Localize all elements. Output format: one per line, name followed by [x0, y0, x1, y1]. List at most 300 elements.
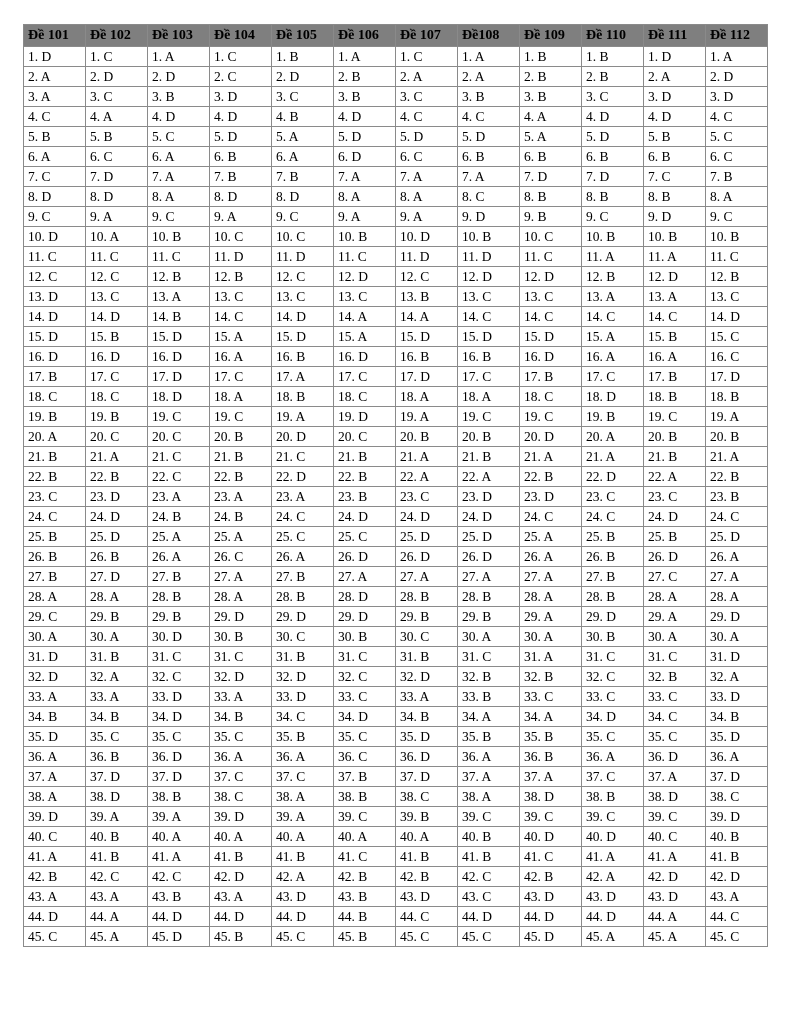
answer-cell: 31. B [86, 647, 148, 667]
answer-cell: 17. D [706, 367, 768, 387]
answer-cell: 18. D [148, 387, 210, 407]
answer-cell: 28. A [24, 587, 86, 607]
answer-cell: 5. C [148, 127, 210, 147]
answer-cell: 18. B [644, 387, 706, 407]
answer-cell: 13. A [148, 287, 210, 307]
table-row [24, 687, 768, 707]
answer-cell: 24. D [334, 507, 396, 527]
answer-cell: 2. D [86, 67, 148, 87]
answer-cell: 24. C [520, 507, 582, 527]
answer-cell: 34. B [396, 707, 458, 727]
column-header: Đề 110 [582, 25, 644, 47]
answer-cell: 2. B [334, 67, 396, 87]
answer-cell: 41. A [644, 847, 706, 867]
answer-cell: 7. D [520, 167, 582, 187]
answer-cell: 24. D [396, 507, 458, 527]
answer-cell: 7. B [706, 167, 768, 187]
answer-cell: 13. C [458, 287, 520, 307]
answer-cell: 24. D [644, 507, 706, 527]
answer-cell: 8. D [210, 187, 272, 207]
answer-cell: 25. C [272, 527, 334, 547]
answer-cell: 31. B [272, 647, 334, 667]
answer-cell: 28. A [644, 587, 706, 607]
answer-cell: 31. C [582, 647, 644, 667]
answer-cell: 23. A [148, 487, 210, 507]
answer-cell: 25. D [458, 527, 520, 547]
answer-cell: 28. B [458, 587, 520, 607]
answer-cell: 44. C [396, 907, 458, 927]
answer-cell: 30. B [210, 627, 272, 647]
answer-cell: 26. C [210, 547, 272, 567]
answer-cell: 45. D [148, 927, 210, 947]
answer-cell: 30. A [458, 627, 520, 647]
answer-cell: 23. C [24, 487, 86, 507]
answer-cell: 43. D [644, 887, 706, 907]
answer-cell: 22. B [706, 467, 768, 487]
answer-cell: 31. C [458, 647, 520, 667]
answer-cell: 37. B [334, 767, 396, 787]
answer-cell: 44. D [148, 907, 210, 927]
table-row [24, 347, 768, 367]
answer-cell: 34. B [210, 707, 272, 727]
answer-cell: 27. A [396, 567, 458, 587]
answer-cell: 12. B [582, 267, 644, 287]
answer-cell: 23. D [458, 487, 520, 507]
answer-cell: 34. A [520, 707, 582, 727]
answer-cell: 20. B [210, 427, 272, 447]
answer-cell: 34. D [334, 707, 396, 727]
answer-cell: 29. B [458, 607, 520, 627]
answer-cell: 23. D [86, 487, 148, 507]
answer-cell: 18. D [582, 387, 644, 407]
answer-cell: 24. D [458, 507, 520, 527]
answer-cell: 7. D [582, 167, 644, 187]
answer-cell: 45. C [272, 927, 334, 947]
answer-cell: 4. C [458, 107, 520, 127]
answer-cell: 4. C [706, 107, 768, 127]
answer-cell: 1. B [520, 47, 582, 67]
answer-cell: 31. D [706, 647, 768, 667]
answer-cell: 18. C [86, 387, 148, 407]
answer-cell: 20. B [644, 427, 706, 447]
answer-cell: 10. B [582, 227, 644, 247]
answer-cell: 21. A [396, 447, 458, 467]
answer-cell: 32. A [86, 667, 148, 687]
answer-cell: 36. D [644, 747, 706, 767]
answer-cell: 40. B [706, 827, 768, 847]
answer-cell: 6. A [24, 147, 86, 167]
answer-cell: 34. B [24, 707, 86, 727]
answer-cell: 8. D [24, 187, 86, 207]
answer-cell: 10. B [148, 227, 210, 247]
answer-cell: 12. C [272, 267, 334, 287]
answer-cell: 32. D [24, 667, 86, 687]
answer-cell: 43. A [24, 887, 86, 907]
table-row [24, 67, 768, 87]
answer-cell: 21. C [148, 447, 210, 467]
answer-cell: 26. A [520, 547, 582, 567]
answer-cell: 14. B [148, 307, 210, 327]
answer-cell: 43. A [86, 887, 148, 907]
answer-cell: 18. C [334, 387, 396, 407]
answer-cell: 16. D [520, 347, 582, 367]
answer-cell: 9. C [706, 207, 768, 227]
answer-cell: 17. C [210, 367, 272, 387]
answer-cell: 5. D [334, 127, 396, 147]
answer-cell: 37. A [520, 767, 582, 787]
answer-cell: 6. D [334, 147, 396, 167]
answer-cell: 13. B [396, 287, 458, 307]
answer-cell: 17. A [272, 367, 334, 387]
answer-cell: 39. D [24, 807, 86, 827]
answer-cell: 15. D [458, 327, 520, 347]
answer-cell: 45. C [396, 927, 458, 947]
answer-cell: 11. C [334, 247, 396, 267]
table-row [24, 667, 768, 687]
answer-cell: 26. A [148, 547, 210, 567]
answer-cell: 12. B [706, 267, 768, 287]
answer-cell: 41. C [520, 847, 582, 867]
answer-cell: 20. D [272, 427, 334, 447]
answer-cell: 18. B [706, 387, 768, 407]
answer-cell: 3. C [272, 87, 334, 107]
answer-cell: 27. A [334, 567, 396, 587]
answer-cell: 38. D [520, 787, 582, 807]
answer-cell: 32. A [706, 667, 768, 687]
answer-cell: 4. A [86, 107, 148, 127]
answer-cell: 16. B [396, 347, 458, 367]
answer-cell: 27. A [458, 567, 520, 587]
answer-cell: 40. D [582, 827, 644, 847]
answer-cell: 39. C [458, 807, 520, 827]
answer-cell: 36. D [148, 747, 210, 767]
answer-cell: 1. B [582, 47, 644, 67]
answer-cell: 30. A [86, 627, 148, 647]
answer-cell: 38. B [148, 787, 210, 807]
answer-cell: 36. A [582, 747, 644, 767]
answer-cell: 22. B [86, 467, 148, 487]
answer-cell: 16. D [334, 347, 396, 367]
answer-cell: 36. A [210, 747, 272, 767]
answer-cell: 29. B [396, 607, 458, 627]
answer-cell: 11. C [520, 247, 582, 267]
answer-cell: 3. C [396, 87, 458, 107]
answer-cell: 11. A [582, 247, 644, 267]
answer-cell: 2. A [458, 67, 520, 87]
answer-cell: 26. D [334, 547, 396, 567]
answer-cell: 30. A [644, 627, 706, 647]
answer-cell: 15. A [582, 327, 644, 347]
answer-cell: 16. A [644, 347, 706, 367]
answer-cell: 38. D [644, 787, 706, 807]
answer-cell: 33. C [334, 687, 396, 707]
answer-cell: 10. D [24, 227, 86, 247]
answer-cell: 13. D [24, 287, 86, 307]
answer-cell: 31. A [520, 647, 582, 667]
answer-cell: 8. C [458, 187, 520, 207]
answer-cell: 42. B [334, 867, 396, 887]
answer-cell: 9. C [272, 207, 334, 227]
table-row [24, 547, 768, 567]
table-row [24, 407, 768, 427]
column-header: Đề 107 [396, 25, 458, 47]
answer-cell: 21. B [644, 447, 706, 467]
answer-cell: 13. C [210, 287, 272, 307]
table-row [24, 927, 768, 947]
answer-cell: 5. A [272, 127, 334, 147]
answer-cell: 4. B [272, 107, 334, 127]
answer-cell: 29. A [644, 607, 706, 627]
answer-cell: 30. B [582, 627, 644, 647]
answer-cell: 16. B [272, 347, 334, 367]
table-row [24, 387, 768, 407]
answer-cell: 7. A [396, 167, 458, 187]
answer-cell: 38. C [706, 787, 768, 807]
answer-cell: 13. C [86, 287, 148, 307]
table-row [24, 467, 768, 487]
answer-cell: 40. A [148, 827, 210, 847]
answer-cell: 18. A [210, 387, 272, 407]
answer-cell: 5. D [582, 127, 644, 147]
answer-cell: 3. B [458, 87, 520, 107]
answer-cell: 4. D [644, 107, 706, 127]
answer-cell: 28. A [706, 587, 768, 607]
answer-cell: 18. B [272, 387, 334, 407]
answer-cell: 23. C [644, 487, 706, 507]
answer-cell: 43. B [148, 887, 210, 907]
answer-cell: 27. B [148, 567, 210, 587]
answer-cell: 35. D [396, 727, 458, 747]
answer-cell: 38. A [24, 787, 86, 807]
answer-cell: 19. A [396, 407, 458, 427]
answer-cell: 40. B [86, 827, 148, 847]
answer-cell: 10. C [520, 227, 582, 247]
answer-cell: 32. D [396, 667, 458, 687]
answer-cell: 24. B [210, 507, 272, 527]
answer-cell: 34. D [582, 707, 644, 727]
answer-cell: 44. D [458, 907, 520, 927]
answer-cell: 31. B [396, 647, 458, 667]
answer-cell: 43. D [396, 887, 458, 907]
answer-cell: 29. D [582, 607, 644, 627]
answer-cell: 4. A [520, 107, 582, 127]
answer-cell: 19. C [458, 407, 520, 427]
answer-cell: 30. A [520, 627, 582, 647]
answer-cell: 2. D [272, 67, 334, 87]
answer-cell: 42. B [24, 867, 86, 887]
answer-cell: 4. D [148, 107, 210, 127]
column-header: Đề 104 [210, 25, 272, 47]
answer-cell: 11. D [396, 247, 458, 267]
answer-cell: 8. B [520, 187, 582, 207]
answer-cell: 38. D [86, 787, 148, 807]
answer-cell: 16. D [24, 347, 86, 367]
answer-cell: 30. A [24, 627, 86, 647]
answer-cell: 15. A [334, 327, 396, 347]
answer-cell: 26. B [86, 547, 148, 567]
answer-cell: 37. C [272, 767, 334, 787]
answer-cell: 33. A [24, 687, 86, 707]
column-header: Đề 109 [520, 25, 582, 47]
answer-cell: 6. C [396, 147, 458, 167]
answer-cell: 1. C [86, 47, 148, 67]
answer-cell: 35. B [520, 727, 582, 747]
answer-cell: 8. A [148, 187, 210, 207]
answer-cell: 39. D [210, 807, 272, 827]
answer-cell: 29. B [86, 607, 148, 627]
answer-cell: 6. B [210, 147, 272, 167]
answer-cell: 8. A [396, 187, 458, 207]
answer-cell: 43. D [582, 887, 644, 907]
answer-cell: 13. C [272, 287, 334, 307]
table-body [24, 47, 768, 947]
answer-cell: 2. A [24, 67, 86, 87]
answer-cell: 20. A [24, 427, 86, 447]
answer-cell: 2. B [582, 67, 644, 87]
answer-cell: 6. B [458, 147, 520, 167]
answer-cell: 12. D [458, 267, 520, 287]
answer-cell: 5. B [86, 127, 148, 147]
answer-cell: 44. D [210, 907, 272, 927]
answer-cell: 16. D [148, 347, 210, 367]
answer-cell: 3. A [24, 87, 86, 107]
table-row [24, 447, 768, 467]
answer-cell: 7. A [458, 167, 520, 187]
answer-cell: 45. C [706, 927, 768, 947]
answer-cell: 3. C [582, 87, 644, 107]
answer-cell: 4. C [24, 107, 86, 127]
answer-cell: 23. D [520, 487, 582, 507]
answer-cell: 8. B [582, 187, 644, 207]
table-row [24, 287, 768, 307]
answer-cell: 33. A [210, 687, 272, 707]
answer-cell: 5. D [458, 127, 520, 147]
answer-cell: 38. B [334, 787, 396, 807]
answer-cell: 33. C [582, 687, 644, 707]
answer-cell: 8. A [706, 187, 768, 207]
answer-cell: 9. C [24, 207, 86, 227]
answer-cell: 25. C [334, 527, 396, 547]
answer-cell: 41. B [272, 847, 334, 867]
answer-cell: 20. B [458, 427, 520, 447]
answer-cell: 20. D [520, 427, 582, 447]
answer-cell: 44. B [334, 907, 396, 927]
answer-cell: 11. C [86, 247, 148, 267]
answer-cell: 3. D [210, 87, 272, 107]
answer-cell: 29. D [272, 607, 334, 627]
answer-cell: 17. B [24, 367, 86, 387]
answer-cell: 37. C [582, 767, 644, 787]
answer-cell: 16. A [582, 347, 644, 367]
answer-cell: 40. A [210, 827, 272, 847]
answer-cell: 44. D [520, 907, 582, 927]
answer-cell: 1. A [706, 47, 768, 67]
answer-cell: 1. D [644, 47, 706, 67]
answer-cell: 18. A [396, 387, 458, 407]
answer-cell: 19. D [334, 407, 396, 427]
answer-cell: 17. C [86, 367, 148, 387]
answer-cell: 22. B [24, 467, 86, 487]
answer-cell: 8. B [644, 187, 706, 207]
answer-cell: 1. D [24, 47, 86, 67]
answer-cell: 39. A [86, 807, 148, 827]
answer-cell: 41. B [210, 847, 272, 867]
answer-cell: 7. B [210, 167, 272, 187]
answer-cell: 23. B [706, 487, 768, 507]
answer-cell: 3. B [148, 87, 210, 107]
answer-cell: 43. A [706, 887, 768, 907]
answer-cell: 21. B [24, 447, 86, 467]
answer-cell: 26. D [644, 547, 706, 567]
answer-cell: 11. C [706, 247, 768, 267]
column-header: Đề 103 [148, 25, 210, 47]
answer-cell: 33. A [86, 687, 148, 707]
answer-cell: 21. B [210, 447, 272, 467]
answer-cell: 2. D [148, 67, 210, 87]
answer-cell: 28. B [396, 587, 458, 607]
answer-cell: 21. A [86, 447, 148, 467]
answer-cell: 35. B [272, 727, 334, 747]
answer-cell: 36. A [272, 747, 334, 767]
answer-cell: 2. D [706, 67, 768, 87]
answer-cell: 2. A [396, 67, 458, 87]
table-row [24, 107, 768, 127]
table-row [24, 187, 768, 207]
answer-cell: 40. C [644, 827, 706, 847]
answer-cell: 5. A [520, 127, 582, 147]
answer-cell: 21. A [520, 447, 582, 467]
answer-cell: 13. A [644, 287, 706, 307]
answer-cell: 3. B [520, 87, 582, 107]
answer-cell: 9. A [86, 207, 148, 227]
answer-cell: 1. A [148, 47, 210, 67]
column-header: Đề 106 [334, 25, 396, 47]
column-header: Đề 112 [706, 25, 768, 47]
answer-cell: 33. B [458, 687, 520, 707]
answer-cell: 37. C [210, 767, 272, 787]
answer-cell: 37. A [644, 767, 706, 787]
answer-cell: 24. C [24, 507, 86, 527]
answer-cell: 38. B [582, 787, 644, 807]
answer-cell: 21. A [582, 447, 644, 467]
answer-cell: 41. B [396, 847, 458, 867]
answer-cell: 34. B [86, 707, 148, 727]
answer-cell: 9. C [148, 207, 210, 227]
answer-cell: 39. D [706, 807, 768, 827]
answer-cell: 45. C [24, 927, 86, 947]
answer-cell: 15. D [272, 327, 334, 347]
answer-cell: 30. B [334, 627, 396, 647]
answer-cell: 14. D [272, 307, 334, 327]
answer-cell: 13. C [334, 287, 396, 307]
answer-cell: 28. A [86, 587, 148, 607]
table-row [24, 707, 768, 727]
answer-cell: 19. C [148, 407, 210, 427]
answer-cell: 30. D [148, 627, 210, 647]
answer-cell: 17. C [334, 367, 396, 387]
answer-cell: 27. A [706, 567, 768, 587]
answer-cell: 9. D [458, 207, 520, 227]
answer-cell: 1. C [210, 47, 272, 67]
answer-cell: 17. B [520, 367, 582, 387]
answer-cell: 44. D [582, 907, 644, 927]
answer-cell: 29. A [520, 607, 582, 627]
table-row [24, 127, 768, 147]
table-row [24, 167, 768, 187]
answer-cell: 14. D [24, 307, 86, 327]
answer-cell: 40. D [520, 827, 582, 847]
answer-cell: 34. A [458, 707, 520, 727]
